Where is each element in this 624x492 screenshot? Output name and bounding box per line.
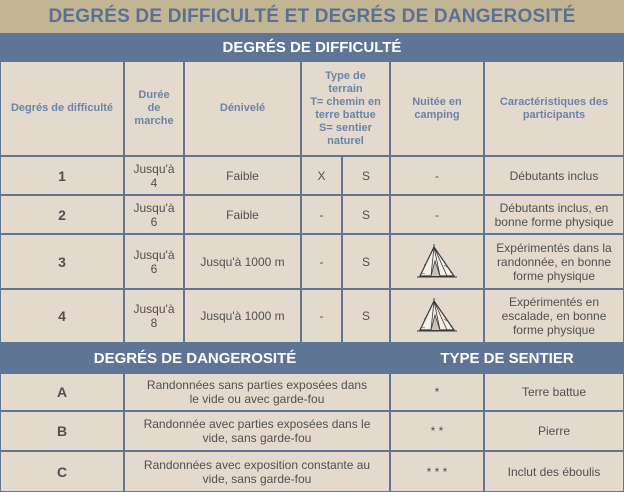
danger-description: Randonnées sans parties exposées dans le vide ou avec garde-fou — [124, 373, 390, 411]
difficulty-heading: DEGRÉS DE DIFFICULTÉ — [0, 33, 624, 61]
participants-cell: Expérimentés en escalade, en bonne forme physique — [484, 289, 624, 343]
duration-line: 6 — [150, 261, 158, 276]
tent-icon — [414, 243, 460, 281]
difficulty-level: 1 — [0, 156, 124, 195]
duration-line: Jusqu'à — [133, 200, 175, 215]
header-terrain-line: terrain — [328, 82, 363, 95]
camping-cell: - — [390, 195, 484, 234]
header-participants: Caractéristiques des participants — [484, 61, 624, 156]
terrain-s-cell: S — [342, 289, 390, 343]
terrain-s-cell: S — [342, 234, 390, 289]
trail-type-cell: Inclut des éboulis — [484, 451, 624, 492]
elevation-cell: Jusqu'à 1000 m — [184, 289, 301, 343]
page-title: DEGRÉS DE DIFFICULTÉ ET DEGRÉS DE DANGEROSITÉ — [0, 0, 624, 33]
danger-heading-bar — [0, 343, 624, 373]
duration-cell — [124, 195, 184, 234]
duration-cell — [124, 289, 184, 343]
terrain-t-cell: - — [301, 234, 342, 289]
danger-level: C — [0, 451, 124, 492]
terrain-t-cell: - — [301, 289, 342, 343]
terrain-t-cell: X — [301, 156, 342, 195]
duration-cell — [124, 234, 184, 289]
difficulty-level: 3 — [0, 234, 124, 289]
elevation-cell: Faible — [184, 195, 301, 234]
header-terrain-line: naturel — [327, 134, 364, 147]
danger-description: Randonnée avec parties exposées dans le vide, sans garde-fou — [124, 411, 390, 451]
duration-line: Jusqu'à — [133, 247, 175, 262]
header-terrain-line: terre battue — [315, 108, 376, 121]
danger-stars: * * — [390, 411, 484, 451]
duration-line: 8 — [150, 316, 158, 330]
danger-stars: * * * — [390, 451, 484, 492]
camping-cell — [390, 234, 484, 289]
danger-heading: DEGRÉS DE DANGEROSITÉ — [93, 349, 297, 367]
duration-cell — [124, 156, 184, 195]
duration-line: Jusqu'à — [133, 161, 175, 176]
header-terrain-line: Type de — [325, 69, 366, 82]
participants-cell: Débutants inclus, en bonne forme physique — [484, 195, 624, 234]
elevation-cell: Faible — [184, 156, 301, 195]
header-camping: Nuitée en camping — [390, 61, 484, 156]
trail-type-heading: TYPE DE SENTIER — [440, 349, 574, 367]
terrain-t-cell: - — [301, 195, 342, 234]
participants-cell: Débutants inclus — [484, 156, 624, 195]
header-terrain — [301, 61, 390, 156]
tent-icon — [414, 297, 460, 335]
header-terrain-line: T= chemin en — [310, 95, 381, 108]
duration-line: Jusqu'à — [133, 302, 175, 316]
danger-level: B — [0, 411, 124, 451]
header-duration: Durée de marche — [124, 61, 184, 156]
camping-cell — [390, 289, 484, 343]
trail-type-cell: Terre battue — [484, 373, 624, 411]
difficulty-level: 4 — [0, 289, 124, 343]
terrain-s-cell: S — [342, 156, 390, 195]
participants-cell: Expérimentés dans la randonnée, en bonne forme physique — [484, 234, 624, 289]
duration-line: 6 — [150, 214, 158, 229]
duration-line: 4 — [150, 175, 158, 190]
terrain-s-cell: S — [342, 195, 390, 234]
danger-stars: * — [390, 373, 484, 411]
header-elevation: Dénivelé — [184, 61, 301, 156]
header-level: Degrés de difficulté — [0, 61, 124, 156]
trail-type-cell: Pierre — [484, 411, 624, 451]
camping-cell: - — [390, 156, 484, 195]
difficulty-level: 2 — [0, 195, 124, 234]
elevation-cell: Jusqu'à 1000 m — [184, 234, 301, 289]
danger-description: Randonnées avec exposition constante au vide, sans garde-fou — [124, 451, 390, 492]
header-terrain-line: S= sentier — [319, 121, 372, 134]
danger-level: A — [0, 373, 124, 411]
